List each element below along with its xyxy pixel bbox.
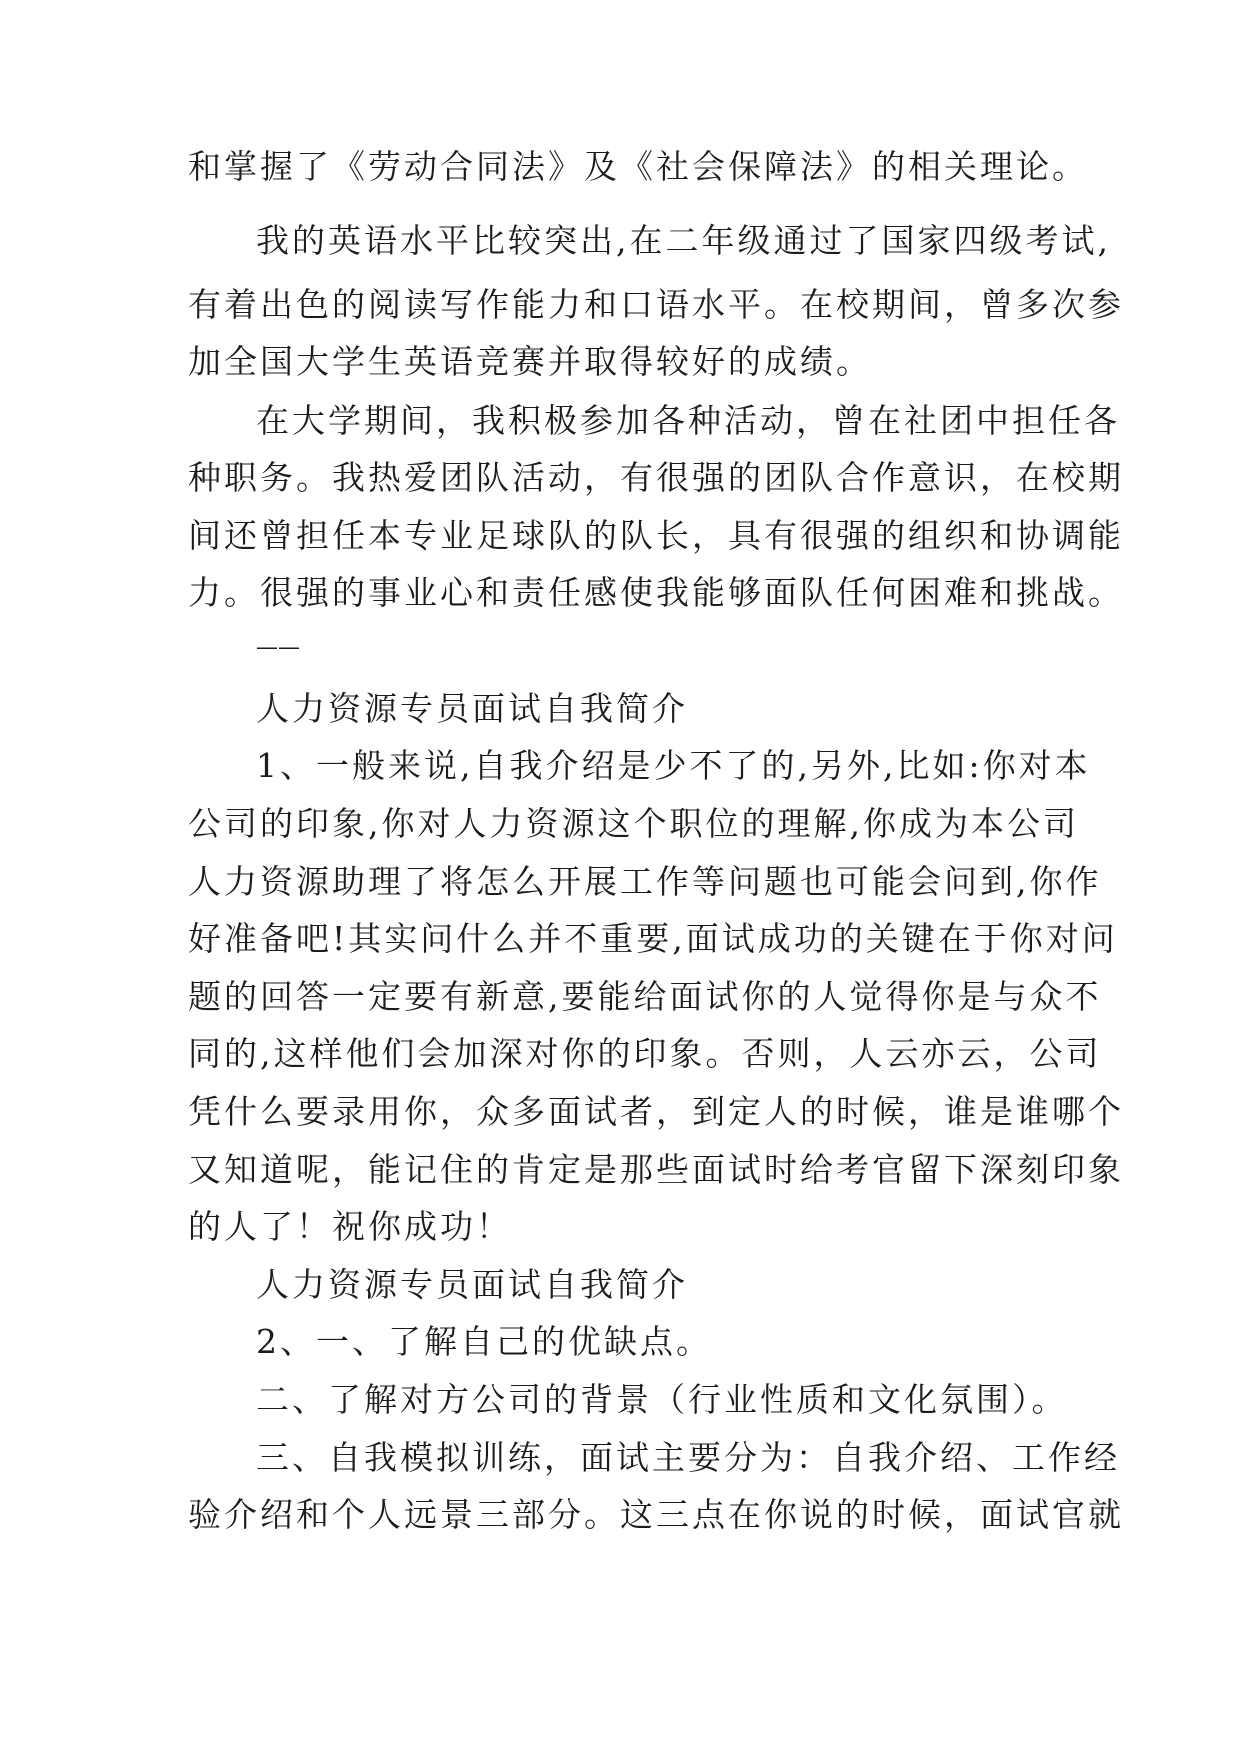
section-heading: 人力资源专员面试自我简介 <box>256 1265 688 1304</box>
body-text-line: 种职务。我热爱团队活动，有很强的团队合作意识，在校期 <box>188 458 1124 497</box>
body-text-line: 又知道呢，能记住的肯定是那些面试时给考官留下深刻印象 <box>188 1150 1124 1189</box>
body-text-line: 题的回答一定要有新意,要能给面试你的人觉得你是与众不 <box>188 977 1102 1016</box>
body-text-line: 的人了！祝你成功！ <box>188 1207 512 1246</box>
paragraph-first-line: 二、了解对方公司的背景（行业性质和文化氛围）。 <box>256 1380 1068 1419</box>
body-text-line: 和掌握了《劳动合同法》及《社会保障法》的相关理论。 <box>188 147 1088 186</box>
paragraph-first-line: 我的英语水平比较突出,在二年级通过了国家四级考试, <box>256 221 1111 260</box>
body-text-line: 力。很强的事业心和责任感使我能够面队任何困难和挑战。 <box>188 573 1124 612</box>
body-text-line: 有着出色的阅读写作能力和口语水平。在校期间，曾多次参 <box>188 285 1124 324</box>
paragraph-first-line: 三、自我模拟训练，面试主要分为：自我介绍、工作经 <box>256 1438 1120 1477</box>
body-text-line: 验介绍和个人远景三部分。这三点在你说的时候，面试官就 <box>188 1495 1124 1534</box>
paragraph-first-line: 在大学期间，我积极参加各种活动，曾在社团中担任各 <box>256 401 1120 440</box>
section-heading: 人力资源专员面试自我简介 <box>256 689 688 728</box>
body-text-line: 加全国大学生英语竞赛并取得较好的成绩。 <box>188 342 872 381</box>
paragraph-first-line: 2、一、了解自己的优缺点。 <box>256 1322 712 1361</box>
body-text-line: 好准备吧!其实问什么并不重要,面试成功的关键在于你对问 <box>188 919 1118 958</box>
separator-dashes: —— <box>256 635 300 660</box>
body-text-line: 公司的印象,你对人力资源这个职位的理解,你成为本公司 <box>188 804 1079 843</box>
paragraph-first-line: 1、一般来说,自我介绍是少不了的,另外,比如:你对本 <box>256 746 1091 785</box>
body-text-line: 间还曾担任本专业足球队的队长，具有很强的组织和协调能 <box>188 516 1124 555</box>
body-text-line: 凭什么要录用你，众多面试者，到定人的时候，谁是谁哪个 <box>188 1092 1124 1131</box>
body-text-line: 人力资源助理了将怎么开展工作等问题也可能会问到,你作 <box>188 862 1102 901</box>
body-text-line: 同的,这样他们会加深对你的印象。否则，人云亦云，公司 <box>188 1034 1102 1073</box>
